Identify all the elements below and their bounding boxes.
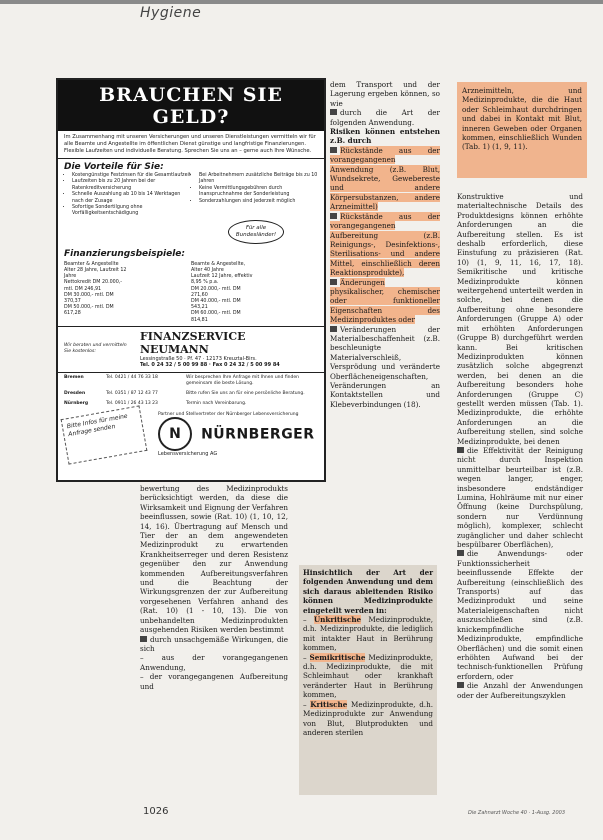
column-2-bottom	[303, 568, 433, 737]
ad-benefits-title: Die Vorteile für Sie:	[64, 162, 164, 172]
list-item: • Kostengünstige Festzinsen für die Gesamtlaufzeit	[72, 173, 191, 179]
example-line: DM 40.000,- mtl. DM 543,21	[191, 299, 241, 311]
term-text: Medizinprodukte, d.h. Medizinprodukte zur Anwendung von Blut, Blutprodukten und anderen sterilen	[303, 699, 433, 737]
bullet-text: die Anwendungs- oder Funktionssicherheit beeinflussende Effekte der Aufbereitung (einschließlich des Transports) auf das Medizinprodukt und seine Materialeigenschaften nicht auszuschließen sind (z.B. knickempfindliche Medizinprodukte, empfindliche Oberflächen) und die somit einen erhöhten Aufwand bei der technisch-funktionellen Prüfung erfordern, oder	[457, 549, 583, 681]
term-text: Medizinprodukte, d.h. Medizinprodukte, die mit Schleimhaut oder krankhaft veränderter Haut in Berührung kommen,	[303, 652, 433, 700]
ad-bottom	[58, 409, 324, 461]
example-line: Beamter & Angestellte	[64, 261, 119, 267]
paragraph: Konstruktive und materialtechnische Details des Produktdesigns können erhöhte Anforderungen an die Aufbereitung stellen. Es ist deshalb erforderlich, diese Einstufung zu präzisieren (Rat. 10) (1, 9, 11, 16, 17, 18). Semikritische und kritische Medizinprodukte können weitergehend unterteilt werden in solche, bei denen die Aufbereitung ohne besondere Anforderungen (Gruppe A) oder mit erhöhten Anforderungen (Gruppe B) durchgeführt werden kann. Bei kritischen Medizinprodukten können zusätzlich solche abgegrenzt werden, bei denen an die Aufbereitung besonders hohe Anforderungen (Gruppe C) gestellt werden müssen (Tab. 1). Medizinprodukte, die erhöhte Anforderungen an die Aufbereitung stellen, sind solche Medizinprodukte, bei denen	[457, 192, 583, 446]
term: Unkritische	[313, 615, 362, 625]
ad-examples-right	[191, 262, 318, 324]
example-line: Nettokredit DM 20.000,- mtl. DM 246,91	[64, 280, 123, 292]
square-bullet-icon	[330, 109, 337, 115]
ad-badge: Für alle Bundesländer!	[228, 220, 284, 244]
ad-title: BRAUCHEN SIE GELD?	[58, 80, 324, 131]
ad-examples	[58, 260, 324, 327]
finanz-phone: Tel. 0 24 32 / 5 00 99 88 · Fax 0 24 32 / 5 00 99 84	[139, 362, 280, 369]
paragraph	[140, 635, 288, 654]
list-item: • Laufzeiten bis zu 20 Jahren bei der Ratenkreditversicherung	[72, 179, 191, 192]
section-title: Hygiene	[140, 5, 202, 21]
nuernberger-logo-icon: N	[158, 417, 192, 451]
paragraph	[457, 446, 583, 549]
office-city: Dresden	[64, 390, 86, 396]
term-text: Medizinprodukte, d.h. Medizinprodukte, die lediglich mit intakter Haut in Berührung kommen,	[303, 615, 433, 653]
bullet-text: Veränderungen der Materialbeschaffenheit (z.B. beschleunigte Materialverschleiß, Versprödung und veränderte Oberflächeneigenschaften, Veränderungen an Kontaktstellen und Klebeverbindungen (18).	[330, 324, 440, 409]
paragraph: – aus der vorangegangenen Anwendung,	[140, 653, 288, 672]
ad-examples-title: Finanzierungsbeispiele:	[64, 248, 186, 259]
list-item: • Sonderzahlungen sind jederzeit möglich	[199, 199, 318, 205]
bullet-text: aus der vorangegangenen Anwendung,	[140, 653, 288, 672]
finanzservice-block	[58, 327, 324, 373]
square-bullet-icon	[330, 326, 337, 332]
bullet-text: Rückstände aus der vorangegangenen Anwendung (z.B. Blut, Wundsekrete, Gewebereste und andere Körpersubstanzen, andere Arzneimittel)	[330, 145, 440, 212]
brand-name: NÜRNBERGER	[201, 426, 315, 443]
office-phone: Tel. 0351 / 87 12 43 77	[106, 390, 158, 396]
paragraph	[330, 325, 440, 410]
ad-office-row	[58, 399, 324, 409]
paragraph	[330, 212, 440, 278]
finanz-address: Lessingstraße 50 · Pf. 47 · 12173 Kreuztal-Birs.	[139, 355, 257, 362]
square-bullet-icon	[457, 682, 464, 688]
ad-benefits-right	[191, 173, 318, 218]
footer-source: Die Zahnarzt Woche 40 · 1-Ausg. 2003	[468, 810, 565, 816]
partner-text: Partner und Stellvertreter der Nürnberger Lebensversicherung	[158, 412, 299, 418]
ad-benefits-left	[64, 173, 191, 218]
bullet-text: durch unsachgemäße Wirkungen, die sich	[140, 634, 288, 653]
bullet-text: durch die Art der folgenden Anwendung.	[330, 108, 440, 127]
finanz-small-text: Wir beraten und vermitteln Sie kostenlos:	[64, 343, 127, 355]
example-line: DM 30.000,- mtl. DM 370,37	[64, 292, 114, 305]
list-item: – Semikritische Medizinprodukte, d.h. Medizinprodukte, die mit Schleimhaut oder krankhaft veränderter Haut in Berührung kommen,	[303, 652, 433, 700]
page-header	[0, 0, 603, 24]
paragraph: – der vorangegangenen Aufbereitung und	[140, 672, 288, 691]
list-item: • Keine Vermittlungsgebühren durch Inanspruchnahme der Sonderleistung	[199, 186, 318, 199]
office-city: Nürnberg	[64, 400, 89, 406]
finanz-contact	[140, 330, 318, 369]
ad-examples-left	[64, 262, 191, 324]
square-bullet-icon	[457, 550, 464, 556]
list-item: • Schnelle Auszahlung ab 10 bis 14 Werktagen nach der Zusage	[72, 192, 191, 205]
paragraph	[457, 549, 583, 681]
example-line: DM 60.000,- mtl. DM 814,81	[191, 311, 241, 323]
square-bullet-icon	[330, 213, 337, 219]
square-bullet-icon	[457, 447, 464, 453]
square-bullet-icon	[140, 636, 147, 642]
office-phone: Tel. 0911 / 26 43 13 23	[106, 400, 158, 406]
paragraph	[330, 108, 440, 127]
square-bullet-icon	[330, 147, 337, 153]
page-number: 1026	[143, 806, 169, 817]
header-rule	[0, 0, 603, 4]
office-phone: Tel. 0421 / 44 76 33 18	[106, 374, 158, 380]
bullet-text: Rückstände aus der vorangegangenen Aufbereitung (z.B. Reinigungs-, Desinfektions-, Sterilisations- und andere Mittel, einschließlich deren Reaktionsprodukte),	[330, 211, 440, 278]
bullet-text: die Effektivität der Reinigung nicht durch Inspektion unmittelbar beurteilbar ist (z.B. wegen langer, enger, insbesondere endständiger Lumina, Hohlräume mit nur einer Öffnung (keine Durchspülung, sondern nur Verdünnung möglich), komplexer, schlecht zugänglicher und daher schlecht bespülbarer Oberflächen),	[457, 445, 583, 550]
office-note: Bitte rufen Sie uns an für eine persönliche Beratung.	[186, 390, 305, 396]
list-item: – Unkritische Medizinprodukte, d.h. Medizinprodukte, die lediglich mit intakter Haut in Berührung kommen,	[303, 615, 433, 653]
ad-office-row	[58, 373, 324, 389]
paragraph: Risiken können entstehen z.B. durch	[330, 127, 440, 146]
office-city: Bremen	[64, 374, 84, 380]
square-bullet-icon	[330, 279, 337, 285]
paragraph	[330, 278, 440, 325]
office-note: Termin nach Vereinbarung.	[186, 400, 247, 406]
example-line: Alter 28 Jahre, Laufzeit 12 Jahre	[64, 268, 127, 280]
example-line: DM 50.000,- mtl. DM 617,28	[64, 305, 114, 317]
list-item: • Sofortige Sondertilgung ohne Vorfälligkeitsentschädigung	[72, 205, 191, 218]
ad-coupon: Bitte Infos für meine Anfrage senden	[61, 405, 148, 464]
paragraph: dem Transport und der Lagerung ergeben können, so wie	[330, 80, 440, 108]
advertisement	[56, 78, 326, 482]
ad-office-row	[58, 389, 324, 399]
term: Kritische	[310, 699, 348, 709]
bullet-text: die Anzahl der Anwendungen oder der Aufbereitungszyklen	[457, 681, 583, 700]
column-3-top	[462, 86, 582, 152]
column-2-top	[330, 80, 440, 409]
column-3	[457, 192, 583, 700]
office-note: Wir besprechen Ihre Anfrage mit Ihnen und finden gemeinsam die beste Lösung.	[186, 374, 299, 386]
brand-sub: Lebensversicherung AG	[158, 451, 218, 458]
ad-intro: Im Zusammenhang mit unseren Versicherungen und unseren Dienstleistungen vermitteln wir für alle Beamte und Angestellte im öffentlichen Dienst günstige und langfristige Finanzierungen. Flexible Laufzeiten und individuelle Beratung. Sprechen Sie uns an – gerne auch Ihre Wünsche.	[58, 131, 324, 159]
list-item: • Bei Arbeitnehmern zusätzliche Beiträge bis zu 10 Jahren	[199, 173, 318, 186]
paragraph: bewertung des Medizinprodukts berücksichtigt werden, da diese die Wirksamkeit und Eignung der Verfahren beeinflussen, sowie (Rat. 10) (1, 10, 12, 14, 16). Übertragung auf Mensch und Tier der an dem angewendeten Medizinprodukt zu erwartenden Krankheitserreger und deren Resistenz gegenüber den zur Anwendung kommenden Aufbereitungsverfahren und die Beachtung der Wirkungsgrenzen der zur Aufbereitung vorgesehenen Verfahren anhand des (Rat. 10) (1 - 10, 13). Die von unbehandelten Medizinprodukten ausgehenden Risiken werden bestimmt	[140, 484, 288, 635]
bullet-text: Änderungen physikalischer, chemischer oder funktioneller Eigenschaften des Medizinproduktes oder	[330, 277, 440, 325]
finanz-name: FINANZSERVICE NEUMANN	[139, 329, 246, 356]
bullet-text: der vorangegangenen Aufbereitung und	[140, 672, 288, 691]
paragraph: Hinsichtlich der Art der folgenden Anwendung und dem sich daraus ableitenden Risiko können Medizinprodukte eingeteilt werden in:	[303, 568, 433, 615]
paragraph	[457, 681, 583, 700]
list-item: – Kritische Medizinprodukte, d.h. Medizinprodukte zur Anwendung von Blut, Blutprodukten und anderen sterilen	[303, 699, 433, 737]
example-line: DM 20.000,- mtl. DM 271,60	[191, 286, 241, 298]
column-1	[140, 484, 288, 691]
ad-benefits	[58, 173, 324, 218]
example-line: Laufzeit 12 Jahre, effektiv 8,95 % p.a.	[191, 274, 253, 286]
term: Semikritische	[309, 652, 366, 662]
example-line: Beamte & Angestellte, Alter 40 Jahre	[191, 261, 246, 274]
nuernberger-block	[158, 412, 315, 457]
paragraph: Arzneimitteln, und Medizinprodukte, die die Haut oder Schleimhaut durchdringen und dabei in Kontakt mit Blut, inneren Geweben oder Organen kommen, einschließlich Wunden (Tab. 1) (1, 9, 11).	[462, 86, 582, 152]
paragraph	[330, 146, 440, 212]
